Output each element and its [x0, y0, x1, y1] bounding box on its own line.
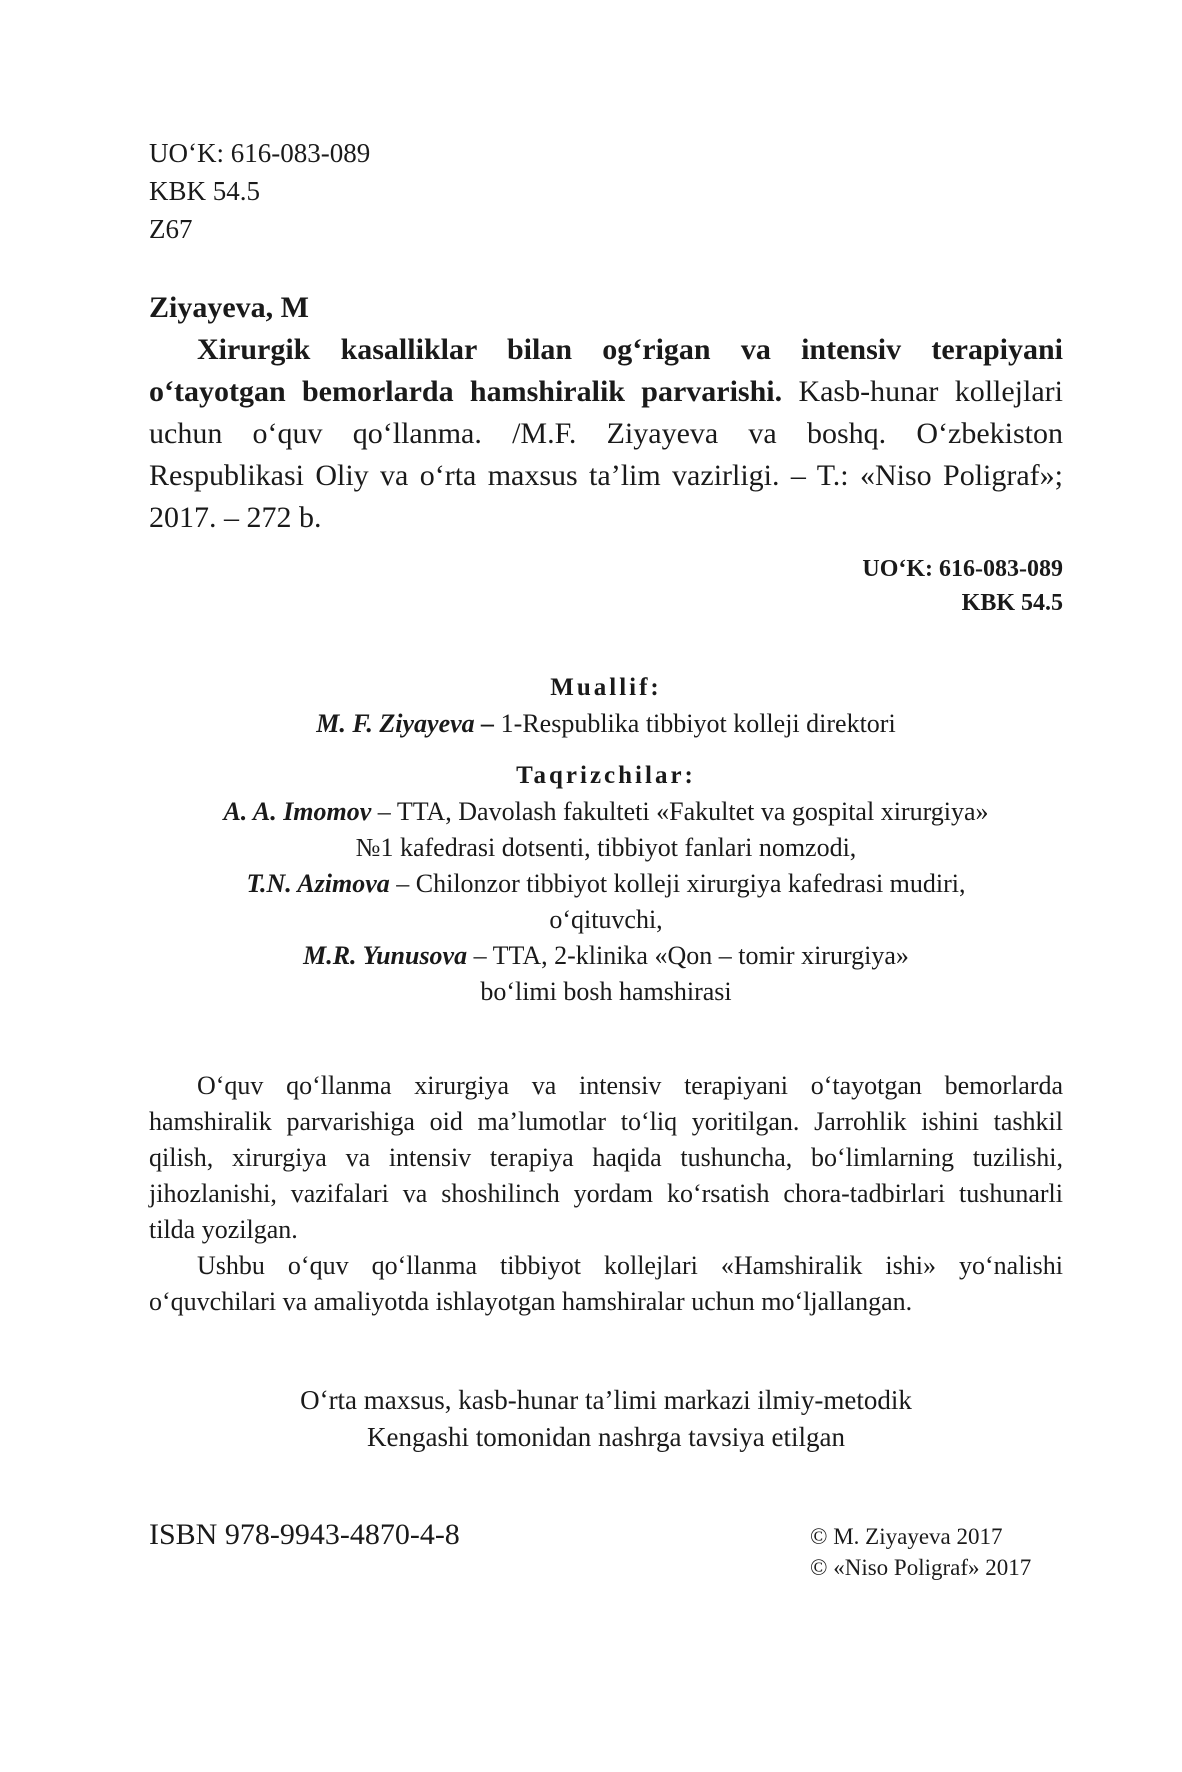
bib-lbc-code: KBK 54.5 — [961, 590, 1063, 616]
reviewer-position-cont: o‘qituvchi, — [549, 905, 663, 934]
author-credit — [149, 706, 1063, 742]
reviewer-position-cont: №1 kafedrasi dotsenti, tibbiyot fanlari nomzodi, — [355, 833, 857, 862]
bib-classification-codes — [862, 552, 1063, 620]
classification-codes — [149, 134, 370, 248]
copyright-line: © M. Ziyayeva 2017 — [810, 1524, 1003, 1549]
isbn: ISBN 978-9943-4870-4-8 — [149, 1518, 460, 1551]
author-credit-name: M. F. Ziyayeva – — [316, 709, 495, 738]
reviewer-position: – TTA, Davolash fakulteti «Fakultet va gospital xirurgiya» — [371, 797, 989, 826]
bibliographic-record — [149, 287, 1063, 539]
author-credit-role: 1-Respublika tibbiyot kolleji direktori — [494, 709, 896, 738]
bib-udc-code: UO‘K: 616-083-089 — [862, 556, 1063, 582]
author-mark: Z67 — [149, 214, 193, 244]
author-heading: Muallif: — [550, 674, 662, 701]
reviewer-name: A. A. Imomov — [223, 797, 372, 826]
reviewer-position-cont: bo‘limi bosh hamshirasi — [480, 977, 732, 1006]
reviewer-name: T.N. Azimova — [246, 869, 390, 898]
lbc-code: KBK 54.5 — [149, 176, 261, 206]
bib-description: Kasb-hunar kollejlari uchun o‘quv qo‘llanma. /M.F. Ziyayeva va boshq. O‘zbekiston Respublikasi Oliy va o‘rta maxsus ta’lim vazirligi. – T.: «Niso Poligraf»; 2017. – 272 b. — [149, 375, 1063, 534]
reviewers-heading: Taqrizchilar: — [516, 762, 696, 789]
bib-title: Xirurgik kasalliklar bilan og‘rigan va intensiv terapiyani o‘tayotgan bemorlarda hamshiralik parvarishi. — [149, 333, 1063, 408]
copyright-line: © «Niso Poligraf» 2017 — [810, 1555, 1032, 1580]
udc-code: UO‘K: 616-083-089 — [149, 138, 371, 168]
recommendation-note — [149, 1382, 1063, 1456]
bib-entry — [149, 329, 1063, 539]
credits-section — [149, 670, 1063, 1010]
reviewer-line — [149, 794, 1063, 830]
reviewer-line — [149, 938, 1063, 974]
annotation — [149, 1068, 1063, 1320]
copyright-block — [810, 1521, 1031, 1583]
bib-author: Ziyayeva, M — [149, 291, 309, 324]
recommendation-line: O‘rta maxsus, kasb-hunar ta’limi markazi ilmiy-metodik — [300, 1385, 912, 1415]
reviewer-line — [149, 866, 1063, 902]
reviewer-position: – TTA, 2-klinika «Qon – tomir xirurgiya» — [467, 941, 909, 970]
reviewer-position: – Chilonzor tibbiyot kolleji xirurgiya kafedrasi mudiri, — [389, 869, 966, 898]
reviewer-name: M.R. Yunusova — [303, 941, 468, 970]
annotation-paragraph: Ushbu o‘quv qo‘llanma tibbiyot kollejlari «Hamshiralik ishi» yo‘nalishi o‘quvchilari va amaliyotda ishlayotgan hamshiralar uchun mo‘ljallangan. — [149, 1251, 1063, 1316]
recommendation-line: Kengashi tomonidan nashrga tavsiya etilgan — [367, 1422, 845, 1452]
annotation-paragraph: O‘quv qo‘llanma xirurgiya va intensiv terapiyani o‘tayotgan bemorlarda hamshiralik parvarishiga oid ma’lumotlar to‘liq yoritilgan. Jarrohlik ishini tashkil qilish, xirurgiya va intensiv terapiya haqida tushuncha, bo‘limlarning tuzilishi, jihozlanishi, vazifalari va shoshilinch yordam ko‘rsatish chora-tadbirlari tushunarli tilda yozilgan. — [149, 1071, 1063, 1244]
